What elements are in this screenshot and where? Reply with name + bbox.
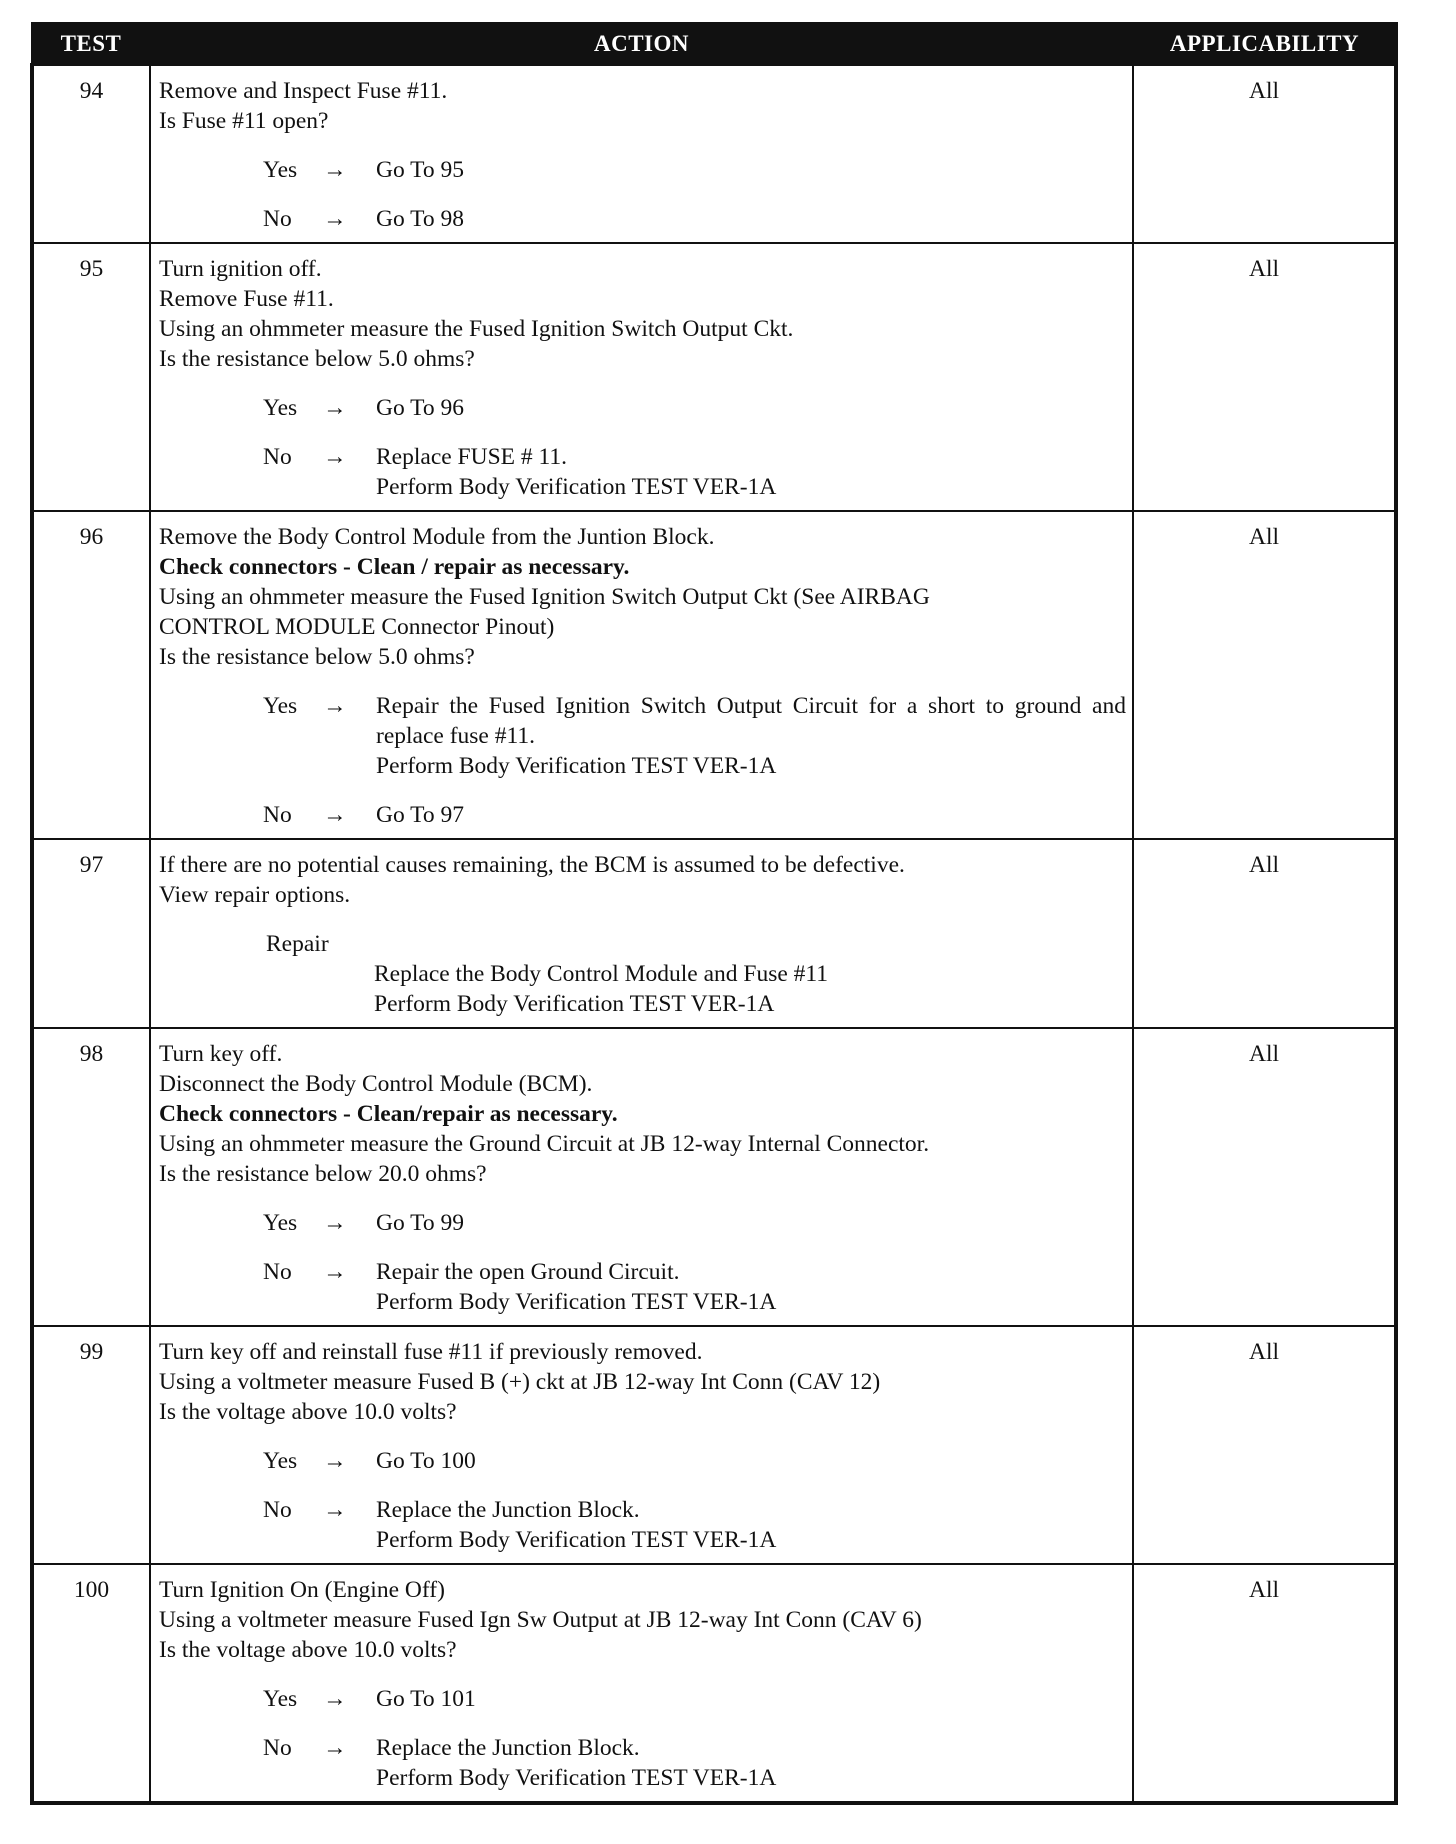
no-branch	[263, 442, 1126, 502]
no-result	[376, 1495, 1126, 1555]
result-line: Go To 96	[376, 395, 465, 421]
header-applicability: APPLICABILITY	[1133, 24, 1396, 65]
diagnostic-test-table	[30, 22, 1398, 1805]
test-number: 100	[32, 1564, 150, 1803]
arrow-icon: →	[323, 1735, 347, 1761]
diagnostic-test-table-container	[30, 22, 1394, 1805]
action-line: Turn ignition off.	[159, 256, 322, 282]
yes-result	[376, 1684, 1126, 1714]
result-line: Go To 100	[376, 1448, 476, 1474]
no-branch	[263, 800, 1126, 830]
arrow-icon: →	[323, 1259, 347, 1285]
test-number: 94	[32, 65, 150, 244]
action-line: Using an ohmmeter measure the Fused Ignition Switch Output Ckt.	[159, 316, 794, 342]
action-line: Disconnect the Body Control Module (BCM).	[159, 1071, 593, 1097]
no-branch	[263, 1257, 1126, 1317]
table-row	[32, 1564, 1396, 1803]
action-line: Is the voltage above 10.0 volts?	[159, 1637, 457, 1663]
applicability-value: All	[1133, 65, 1396, 244]
yes-result	[376, 393, 1126, 423]
yes-branch	[263, 393, 1126, 423]
arrow-icon: →	[323, 444, 347, 470]
arrow-icon: →	[323, 1686, 347, 1712]
applicability-value: All	[1133, 1564, 1396, 1803]
test-number: 95	[32, 243, 150, 511]
yes-branch	[263, 1446, 1126, 1476]
table-row	[32, 65, 1396, 244]
result-line: Repair the Fused Ignition Switch Output Circuit for a short to ground and replace fuse #11.	[376, 693, 1126, 749]
yes-result	[376, 155, 1126, 185]
yes-label: Yes	[263, 1210, 298, 1236]
yes-result	[376, 1446, 1126, 1476]
test-number: 97	[32, 839, 150, 1028]
arrow-icon: →	[323, 1210, 347, 1236]
action-line: Turn key off and reinstall fuse #11 if previously removed.	[159, 1339, 703, 1365]
no-label: No	[263, 1497, 292, 1523]
action-line: View repair options.	[159, 882, 351, 908]
yes-result	[376, 1208, 1126, 1238]
repair-line: Perform Body Verification TEST VER-1A	[374, 991, 775, 1017]
table-row	[32, 511, 1396, 839]
result-line: Go To 95	[376, 157, 465, 183]
action-cell	[150, 65, 1133, 244]
action-line: Is Fuse #11 open?	[159, 108, 329, 134]
result-line: Replace FUSE # 11.	[376, 444, 568, 470]
no-result	[376, 800, 1126, 830]
test-number: 98	[32, 1028, 150, 1326]
result-line: Go To 97	[376, 802, 465, 828]
table-row	[32, 1028, 1396, 1326]
yes-label: Yes	[263, 1686, 298, 1712]
table-row	[32, 839, 1396, 1028]
yes-branch	[263, 691, 1126, 781]
yes-label: Yes	[263, 157, 298, 183]
applicability-value: All	[1133, 511, 1396, 839]
arrow-icon: →	[323, 157, 347, 183]
result-line: Go To 98	[376, 206, 465, 232]
action-cell	[150, 243, 1133, 511]
arrow-icon: →	[323, 693, 347, 719]
yes-label: Yes	[263, 395, 298, 421]
result-line: Go To 101	[376, 1686, 476, 1712]
table-body	[32, 65, 1396, 1804]
yes-branch	[263, 155, 1126, 185]
repair-line: Replace the Body Control Module and Fuse #11	[374, 961, 829, 987]
no-result	[376, 1257, 1126, 1317]
yes-result	[376, 691, 1126, 781]
header-test: TEST	[32, 24, 150, 65]
action-line: Turn Ignition On (Engine Off)	[159, 1577, 445, 1603]
action-line: Is the resistance below 20.0 ohms?	[159, 1161, 487, 1187]
header-action: ACTION	[150, 24, 1133, 65]
result-line: Perform Body Verification TEST VER-1A	[376, 474, 777, 500]
action-line: Is the voltage above 10.0 volts?	[159, 1399, 457, 1425]
no-result	[376, 442, 1126, 502]
yes-branch	[263, 1208, 1126, 1238]
no-branch	[263, 204, 1126, 234]
no-result	[376, 1733, 1126, 1793]
action-cell	[150, 511, 1133, 839]
no-label: No	[263, 444, 292, 470]
yes-branch	[263, 1684, 1126, 1714]
no-result	[376, 204, 1126, 234]
applicability-value: All	[1133, 1028, 1396, 1326]
result-line: Go To 99	[376, 1210, 465, 1236]
action-line: Remove and Inspect Fuse #11.	[159, 78, 448, 104]
result-line: Perform Body Verification TEST VER-1A	[376, 1527, 777, 1553]
action-cell	[150, 839, 1133, 1028]
no-label: No	[263, 1259, 292, 1285]
action-cell	[150, 1028, 1133, 1326]
action-note-bold: Check connectors - Clean / repair as necessary.	[159, 554, 630, 580]
applicability-value: All	[1133, 243, 1396, 511]
yes-label: Yes	[263, 1448, 298, 1474]
test-number: 96	[32, 511, 150, 839]
arrow-icon: →	[323, 1448, 347, 1474]
table-header	[32, 24, 1396, 65]
action-line: CONTROL MODULE Connector Pinout)	[159, 614, 555, 640]
result-line: Replace the Junction Block.	[376, 1497, 640, 1523]
repair-label: Repair	[266, 931, 329, 957]
action-line: Remove the Body Control Module from the Juntion Block.	[159, 524, 715, 550]
result-line: Replace the Junction Block.	[376, 1735, 640, 1761]
applicability-value: All	[1133, 839, 1396, 1028]
result-line: Perform Body Verification TEST VER-1A	[376, 1765, 777, 1791]
no-label: No	[263, 1735, 292, 1761]
action-line: Remove Fuse #11.	[159, 286, 334, 312]
table-row	[32, 243, 1396, 511]
test-number: 99	[32, 1326, 150, 1564]
action-line: Turn key off.	[159, 1041, 283, 1067]
result-line: Perform Body Verification TEST VER-1A	[376, 753, 777, 779]
arrow-icon: →	[323, 1497, 347, 1523]
no-branch	[263, 1733, 1126, 1793]
action-cell	[150, 1564, 1133, 1803]
result-line: Repair the open Ground Circuit.	[376, 1259, 680, 1285]
arrow-icon: →	[323, 395, 347, 421]
no-branch	[263, 1495, 1126, 1555]
action-line: Is the resistance below 5.0 ohms?	[159, 346, 475, 372]
action-line: Using an ohmmeter measure the Fused Ignition Switch Output Ckt (See AIRBAG	[159, 584, 930, 610]
arrow-icon: →	[323, 802, 347, 828]
table-row	[32, 1326, 1396, 1564]
action-note-bold: Check connectors - Clean/repair as necessary.	[159, 1101, 618, 1127]
action-line: Using a voltmeter measure Fused Ign Sw Output at JB 12-way Int Conn (CAV 6)	[159, 1607, 922, 1633]
no-label: No	[263, 802, 292, 828]
action-cell	[150, 1326, 1133, 1564]
arrow-icon: →	[323, 206, 347, 232]
yes-label: Yes	[263, 693, 298, 719]
action-line: Using an ohmmeter measure the Ground Circuit at JB 12-way Internal Connector.	[159, 1131, 930, 1157]
result-line: Perform Body Verification TEST VER-1A	[376, 1289, 777, 1315]
no-label: No	[263, 206, 292, 232]
action-line: If there are no potential causes remaining, the BCM is assumed to be defective.	[159, 852, 905, 878]
applicability-value: All	[1133, 1326, 1396, 1564]
action-line: Is the resistance below 5.0 ohms?	[159, 644, 475, 670]
action-line: Using a voltmeter measure Fused B (+) ckt at JB 12-way Int Conn (CAV 12)	[159, 1369, 881, 1395]
